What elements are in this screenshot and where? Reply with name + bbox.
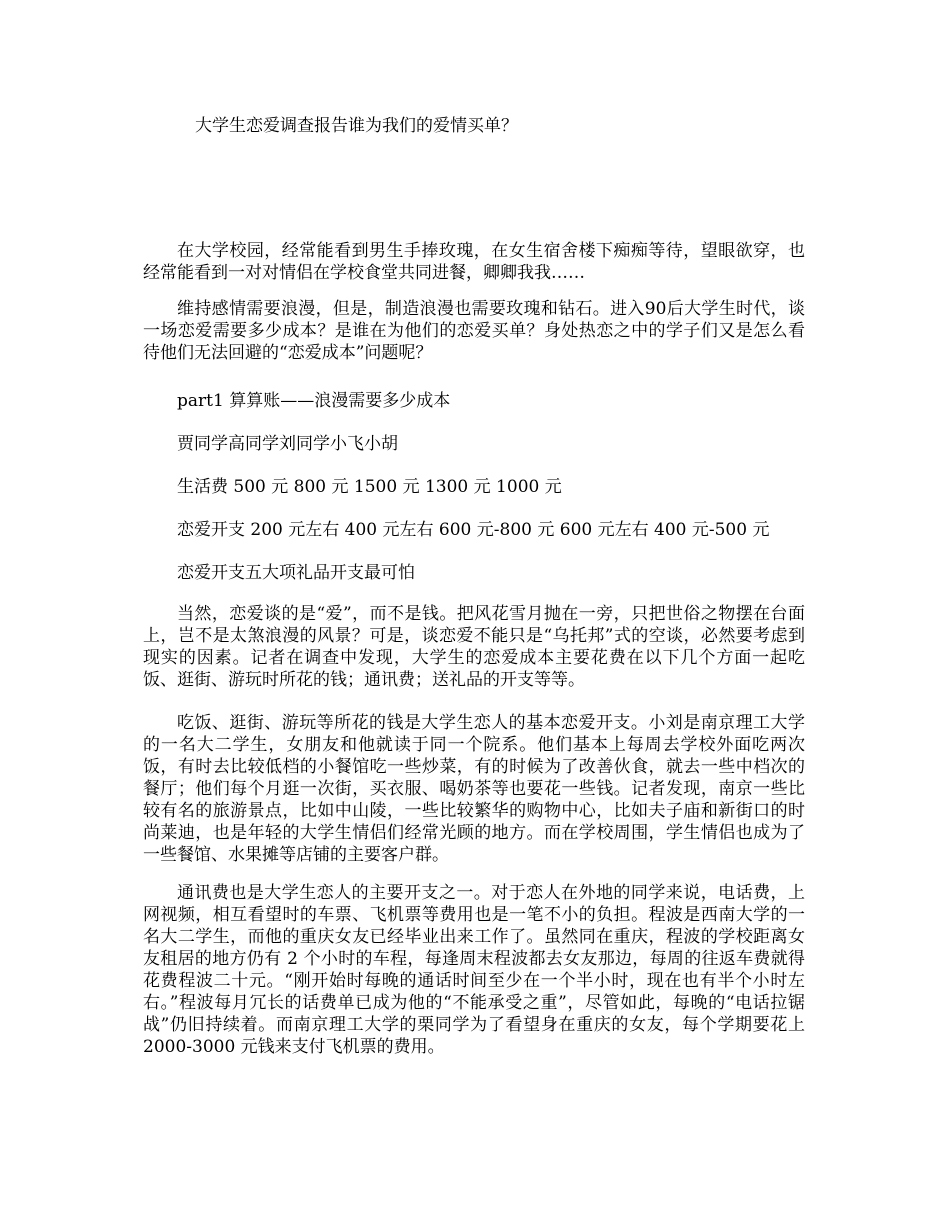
table-row-names: 贾同学高同学刘同学小飞小胡 bbox=[177, 434, 398, 454]
paragraph-dining-shopping: 吃饭、逛街、游玩等所花的钱是大学生恋人的基本恋爱开支。小刘是南京理工大学的一名大二学生，女朋友和他就读于同一个院系。他们基本上每周去学校外面吃两次饭，有时去比较低档的小餐馆吃一些炒菜，有的时候为了改善伙食，就去一些中档次的餐厅；他们每个月逛一次街，买衣服、喝奶茶等也要花一些钱。记者发现，南京一些比较有名的旅游景点，比如中山陵，一些比较繁华的购物中心，比如夫子庙和新街口的时尚莱迪，也是年轻的大学生情侣们经常光顾的地方。而在学校周围，学生情侣也成为了一些餐馆、水果摊等店铺的主要客户群。 bbox=[143, 713, 805, 865]
table-row-love-expenses: 恋爱开支 200 元左右 400 元左右 600 元-800 元 600 元左右 400 元-500 元 bbox=[177, 520, 770, 540]
table-row-living-expenses: 生活费 500 元 800 元 1500 元 1300 元 1000 元 bbox=[177, 477, 562, 497]
paragraph-campus-scenes: 在大学校园，经常能看到男生手捧玫瑰，在女生宿舍楼下痴痴等待，望眼欲穿，也经常能看到一对对情侣在学校食堂共同进餐，卿卿我我…… bbox=[143, 241, 805, 283]
subheading-five-items: 恋爱开支五大项礼品开支最可怕 bbox=[177, 563, 415, 583]
section-heading-part1: part1 算算账——浪漫需要多少成本 bbox=[177, 391, 451, 411]
paragraph-communication-costs: 通讯费也是大学生恋人的主要开支之一。对于恋人在外地的同学来说，电话费，上网视频，相互看望时的车票、飞机票等费用也是一笔不小的负担。程波是西南大学的一名大二学生，而他的重庆女友已经毕业出来工作了。虽然同在重庆，程波的学校距离女友租居的地方仍有 2 个小时的车程，每逢周末程波都去女友那边，每周的往返车费就得花费程波二十元。“刚开始时每晚的通话时间至少在一个半小时，现在也有半个小时左右。”程波每月冗长的话费单已成为他的“不能承受之重”，尽管如此，每晚的“电话拉锯战”仍旧持续着。而南京理工大学的栗同学为了看望身在重庆的女友，每个学期要花上 2000-3000 元钱来支付飞机票的费用。 bbox=[143, 883, 805, 1057]
paragraph-reality-factors: 当然，恋爱谈的是“爱”，而不是钱。把风花雪月抛在一旁，只把世俗之物摆在台面上，岂不是太煞浪漫的风景？可是，谈恋爱不能只是“乌托邦”式的空谈，必然要考虑到现实的因素。记者在调查中发现，大学生的恋爱成本主要花费在以下几个方面一起吃饭、逛街、游玩时所花的钱；通讯费；送礼品的开支等等。 bbox=[143, 604, 805, 690]
document-title: 大学生恋爱调查报告谁为我们的爱情买单？ bbox=[195, 116, 518, 136]
paragraph-romance-cost: 维持感情需要浪漫，但是，制造浪漫也需要玫瑰和钻石。进入90后大学生时代，谈一场恋爱需要多少成本？是谁在为他们的恋爱买单？身处热恋之中的学子们又是怎么看待他们无法回避的“恋爱成本”问题呢？ bbox=[143, 299, 805, 363]
